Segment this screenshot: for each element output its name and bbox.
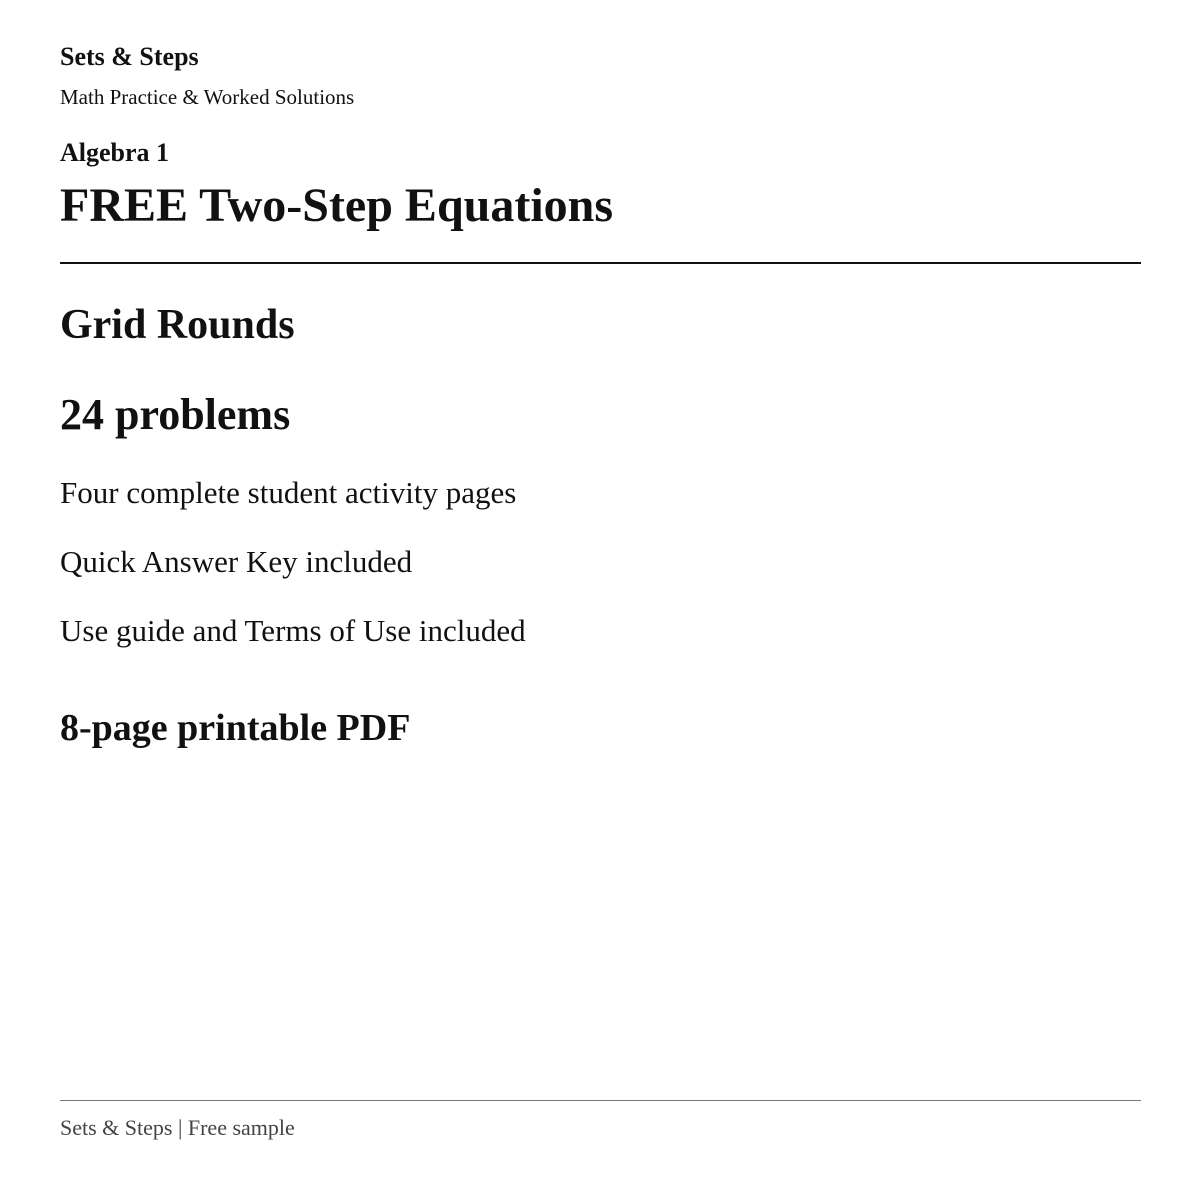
brand-name: Sets & Steps (60, 42, 199, 71)
feature-item: Use guide and Terms of Use included (60, 613, 526, 648)
product-page (60, 0, 1141, 1200)
header-divider (60, 262, 1141, 264)
problem-count: 24 problems (60, 390, 291, 439)
feature-item: Four complete student activity pages (60, 475, 517, 510)
course-label: Algebra 1 (60, 138, 170, 167)
feature-item: Quick Answer Key included (60, 544, 413, 579)
brand-tagline: Math Practice & Worked Solutions (60, 85, 355, 109)
format-label: 8-page printable PDF (60, 707, 411, 749)
footer-divider (60, 1100, 1141, 1101)
section-title: Grid Rounds (60, 302, 295, 348)
page-title: FREE Two-Step Equations (60, 179, 614, 232)
footer-text: Sets & Steps | Free sample (60, 1115, 295, 1140)
